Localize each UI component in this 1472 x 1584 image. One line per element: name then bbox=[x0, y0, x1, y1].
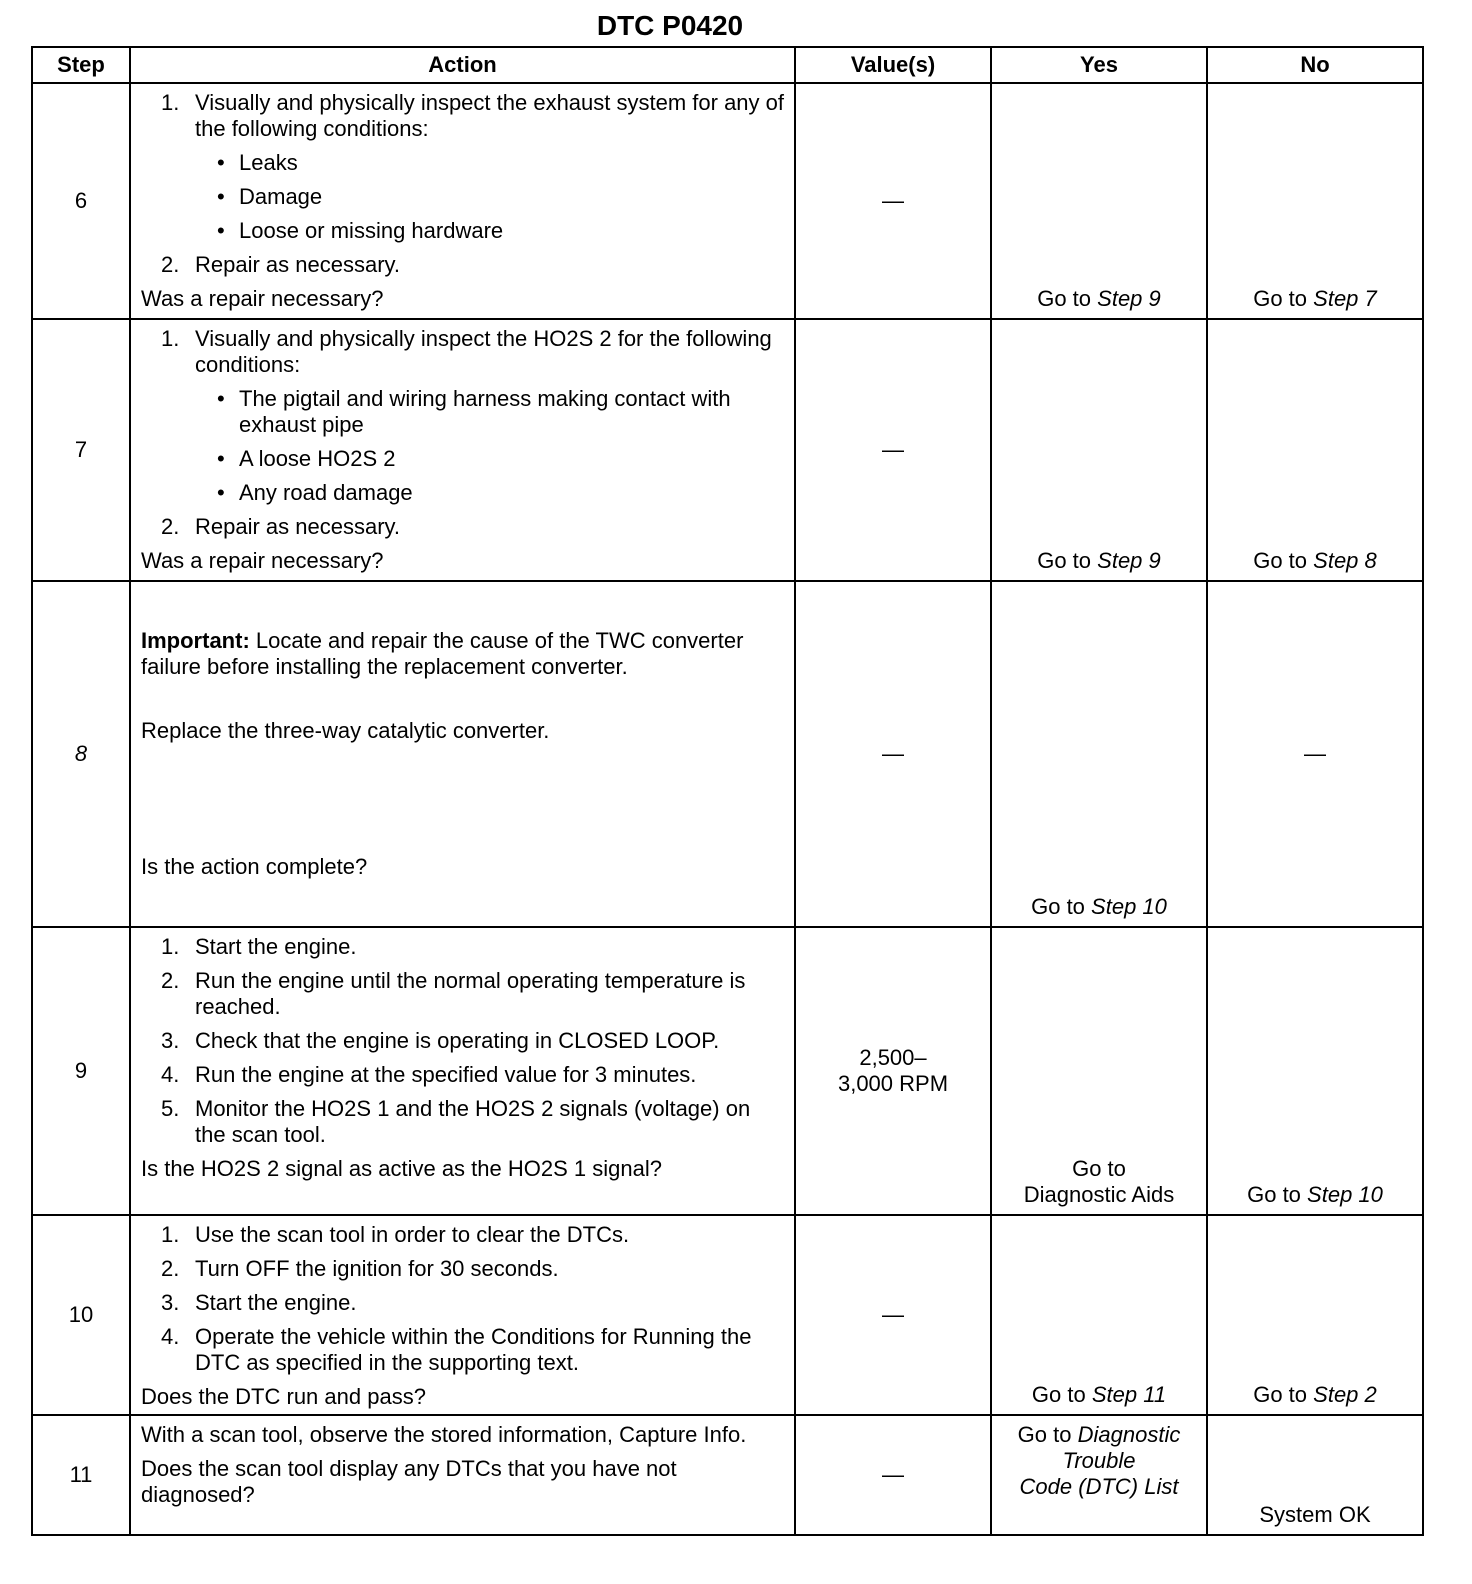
list-item: 5. Monitor the HO2S 1 and the HO2S 2 signals (voltage) on the scan tool. bbox=[161, 1096, 751, 1147]
important-note: Important: Locate and repair the cause of the TWC converter failure before installing the replacement converter. bbox=[141, 628, 744, 679]
yes-cell bbox=[991, 927, 1207, 1215]
header-yes: Yes bbox=[991, 47, 1207, 83]
action-text: With a scan tool, observe the stored information, Capture Info. bbox=[141, 1422, 747, 1447]
no-result: System OK bbox=[1259, 1502, 1371, 1527]
list-item: 2. Repair as necessary. bbox=[161, 252, 401, 277]
no-cell bbox=[1207, 581, 1423, 927]
list-item: 4. Operate the vehicle within the Conditions for Running the DTC as specified in the supporting text. bbox=[161, 1324, 752, 1375]
table-row-step-11 bbox=[32, 1415, 1423, 1535]
yes-step-link[interactable]: Go to Step 9 bbox=[1037, 286, 1161, 311]
list-item: 2. Run the engine until the normal operating temperature is reached. bbox=[161, 968, 746, 1019]
no-cell bbox=[1207, 319, 1423, 581]
value-cell bbox=[795, 927, 991, 1215]
table-row-step-8 bbox=[32, 581, 1423, 927]
question-text: Does the DTC run and pass? bbox=[141, 1384, 426, 1409]
action-text: Replace the three-way catalytic converter. bbox=[141, 718, 550, 743]
yes-step-link[interactable]: Go to Diagnostic Aids bbox=[1023, 1156, 1175, 1207]
step-number: 6 bbox=[32, 83, 130, 319]
yes-step-link[interactable]: Go to Step 10 bbox=[1031, 894, 1167, 919]
header-no: No bbox=[1207, 47, 1423, 83]
table-row-step-7 bbox=[32, 319, 1423, 581]
yes-step-link[interactable]: Go to Step 9 bbox=[1037, 548, 1161, 573]
bullet-item: • Loose or missing hardware bbox=[217, 218, 504, 243]
yes-cell bbox=[991, 1415, 1207, 1535]
list-item: 1. Visually and physically inspect the HO2S 2 for the following conditions: bbox=[161, 326, 772, 377]
question-text: Was a repair necessary? bbox=[141, 286, 384, 311]
yes-cell bbox=[991, 83, 1207, 319]
value-line: 3,000 RPM bbox=[837, 1071, 949, 1096]
table-row-step-10 bbox=[32, 1215, 1423, 1415]
no-value: — bbox=[1304, 741, 1326, 766]
step-number: 10 bbox=[32, 1215, 130, 1415]
yes-step-link[interactable]: Go to Step 11 bbox=[1031, 1382, 1167, 1407]
question-text: Does the scan tool display any DTCs that you have not diagnosed? bbox=[141, 1456, 677, 1507]
header-values: Value(s) bbox=[795, 47, 991, 83]
value-cell: — bbox=[795, 319, 991, 581]
page-title: DTC P0420 bbox=[596, 10, 744, 41]
list-item: 2. Repair as necessary. bbox=[161, 514, 401, 539]
no-step-link[interactable]: Go to Step 10 bbox=[1247, 1182, 1383, 1207]
value-line: 2,500– bbox=[859, 1045, 927, 1070]
list-item: 3. Start the engine. bbox=[161, 1290, 357, 1315]
step-number: 7 bbox=[32, 319, 130, 581]
step-number: 9 bbox=[32, 927, 130, 1215]
action-cell bbox=[130, 1415, 795, 1535]
bullet-item: • The pigtail and wiring harness making contact with exhaust pipe bbox=[217, 386, 731, 437]
header-step: Step bbox=[32, 47, 130, 83]
table-row-step-6 bbox=[32, 83, 1423, 319]
action-cell bbox=[130, 581, 795, 927]
no-cell bbox=[1207, 83, 1423, 319]
no-step-link[interactable]: Go to Step 8 bbox=[1253, 548, 1377, 573]
action-cell bbox=[130, 83, 795, 319]
list-item: 4. Run the engine at the specified value for 3 minutes. bbox=[161, 1062, 697, 1087]
diagnostic-table bbox=[31, 46, 1424, 1536]
no-cell bbox=[1207, 1415, 1423, 1535]
header-row bbox=[32, 47, 1423, 83]
yes-cell bbox=[991, 581, 1207, 927]
list-item: 2. Turn OFF the ignition for 30 seconds. bbox=[161, 1256, 559, 1281]
no-step-link[interactable]: Go to Step 2 bbox=[1253, 1382, 1377, 1407]
action-cell bbox=[130, 319, 795, 581]
step-number: 8 bbox=[32, 581, 130, 927]
yes-step-link[interactable]: Go to Diagnostic Trouble Code (DTC) List bbox=[1017, 1422, 1181, 1499]
value-cell: — bbox=[795, 1215, 991, 1415]
value-cell: — bbox=[795, 581, 991, 927]
bullet-item: • Damage bbox=[217, 184, 323, 209]
yes-cell bbox=[991, 319, 1207, 581]
step-number: 11 bbox=[32, 1415, 130, 1535]
list-item: 1. Use the scan tool in order to clear the DTCs. bbox=[161, 1222, 630, 1247]
value-cell: — bbox=[795, 1415, 991, 1535]
list-item: 3. Check that the engine is operating in CLOSED LOOP. bbox=[161, 1028, 720, 1053]
action-cell bbox=[130, 1215, 795, 1415]
no-cell bbox=[1207, 1215, 1423, 1415]
question-text: Is the HO2S 2 signal as active as the HO2S 1 signal? bbox=[141, 1156, 662, 1181]
no-step-link[interactable]: Go to Step 7 bbox=[1253, 286, 1377, 311]
question-text: Was a repair necessary? bbox=[141, 548, 384, 573]
question-text: Is the action complete? bbox=[141, 854, 368, 879]
no-cell bbox=[1207, 927, 1423, 1215]
bullet-item: • Leaks bbox=[217, 150, 298, 175]
value-cell: — bbox=[795, 83, 991, 319]
list-item: 1. Start the engine. bbox=[161, 934, 357, 959]
list-item: 1. Visually and physically inspect the exhaust system for any of the following conditions: bbox=[161, 90, 785, 141]
bullet-item: • A loose HO2S 2 bbox=[217, 446, 396, 471]
bullet-item: • Any road damage bbox=[217, 480, 413, 505]
yes-cell bbox=[991, 1215, 1207, 1415]
header-action: Action bbox=[130, 47, 795, 83]
action-cell bbox=[130, 927, 795, 1215]
table-row-step-9 bbox=[32, 927, 1423, 1215]
